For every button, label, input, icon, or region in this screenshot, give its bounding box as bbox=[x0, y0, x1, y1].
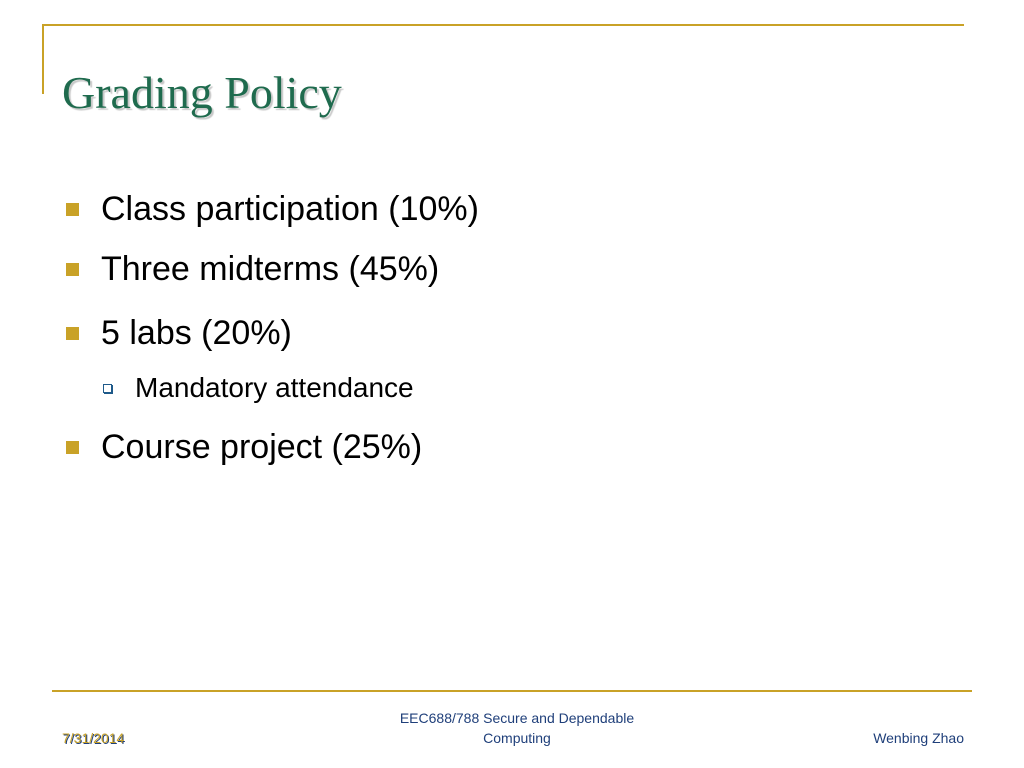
bullet-text: 5 labs (20%) bbox=[101, 314, 292, 352]
bullet-class-participation bbox=[66, 190, 479, 229]
bullet-midterms bbox=[66, 250, 439, 289]
hollow-square-bullet-icon bbox=[103, 384, 112, 393]
footer-author: Wenbing Zhao bbox=[873, 730, 964, 746]
bullet-course-project bbox=[66, 428, 422, 467]
square-bullet-icon bbox=[66, 327, 79, 340]
bullet-text: Class participation (10%) bbox=[101, 190, 479, 228]
square-bullet-icon bbox=[66, 203, 79, 216]
sub-bullet-text: Mandatory attendance bbox=[135, 372, 414, 403]
top-frame-line bbox=[42, 24, 964, 26]
bullet-labs bbox=[66, 314, 292, 353]
footer-course-title bbox=[362, 708, 672, 748]
footer-course-line2: Computing bbox=[483, 730, 551, 746]
left-frame-line bbox=[42, 24, 44, 94]
slide-title: Grading Policy bbox=[62, 67, 342, 118]
footer-divider bbox=[52, 690, 972, 692]
footer-course-line1: EEC688/788 Secure and Dependable bbox=[399, 710, 635, 726]
footer-date: 7/31/2014 bbox=[62, 730, 125, 746]
square-bullet-icon bbox=[66, 441, 79, 454]
sub-bullet-attendance bbox=[103, 372, 414, 404]
bullet-text: Three midterms (45%) bbox=[101, 250, 440, 288]
square-bullet-icon bbox=[66, 263, 79, 276]
bullet-text: Course project (25%) bbox=[101, 428, 423, 466]
